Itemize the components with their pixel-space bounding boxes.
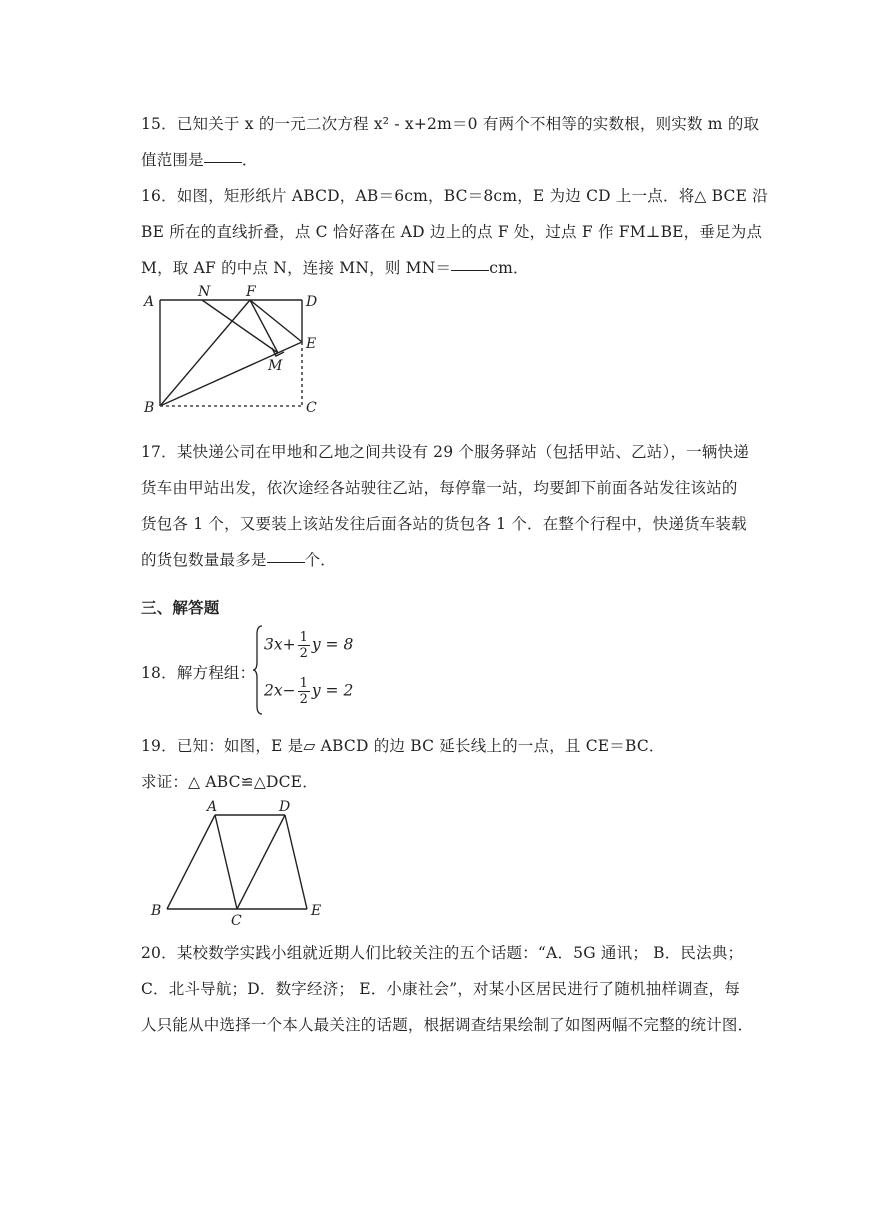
label-E: E (311, 903, 322, 919)
q16-line3 (141, 256, 529, 278)
q20-line2: C．北斗导航；D．数字经济； E．小康社会”，对某小区居民进行了随机抽样调查，每 (141, 980, 740, 998)
label-C: C (306, 400, 317, 416)
segment-BF (160, 300, 250, 406)
q19-line2: 求证：△ ABC≌△DCE． (141, 773, 318, 791)
q16-line2: BE 所在的直线折叠，点 C 恰好落在 AD 边上的点 F 处，过点 F 作 FM⊥BE，垂足为点 (141, 223, 763, 241)
q16-line3-text: M，取 AF 的中点 N，连接 MN，则 MN＝ (141, 259, 452, 277)
segment-AC (215, 815, 237, 909)
frac-num: 1 (299, 630, 308, 645)
label-D: D (279, 799, 291, 815)
frac-den: 2 (299, 692, 308, 707)
answer-blank (267, 561, 305, 563)
q16-line3-end: cm． (489, 259, 529, 277)
label-N: N (198, 284, 211, 300)
equation-system (252, 624, 392, 716)
label-M: M (268, 358, 283, 374)
section-heading: 三、解答题 (141, 598, 220, 617)
q17-line4-text: 的货包数量最多是 (141, 551, 267, 569)
frac-num: 1 (299, 676, 308, 691)
q20-line1: 20．某校数学实践小组就近期人们比较关注的五个话题：“A．5G 通讯； B．民法典； (141, 944, 744, 962)
eq1-left: 3x+ (264, 635, 296, 654)
q15-line2 (141, 148, 258, 170)
segment-FM (250, 300, 278, 353)
eq2-right: y = 2 (311, 681, 354, 700)
label-C: C (231, 913, 242, 929)
label-B: B (151, 903, 162, 919)
q17-line1: 17．某快递公司在甲地和乙地之间共设有 29 个服务驿站（包括甲站、乙站），一辆快递 (141, 443, 749, 461)
eq2-left: 2x− (264, 681, 296, 700)
q16-rectangle-figure (140, 280, 340, 420)
fraction (298, 676, 310, 707)
equation-1 (264, 630, 353, 661)
answer-blank (451, 269, 489, 271)
label-A: A (207, 799, 218, 815)
brace-icon (252, 624, 264, 716)
q17-line3: 货包各 1 个，又要装上该站发往后面各站的货包各 1 个．在整个行程中，快递货车装载 (141, 515, 747, 533)
q17-line2: 货车由甲站出发，依次途经各站驶往乙站，每停靠一站，均要卸下前面各站发往该站的 (141, 479, 738, 497)
label-E: E (306, 336, 317, 352)
fraction (298, 630, 310, 661)
label-A: A (144, 294, 155, 310)
q19-parallelogram-figure (145, 795, 345, 930)
q17-line4 (141, 548, 336, 570)
segment-FE (250, 300, 302, 342)
q17-line4-end: 个． (304, 551, 337, 569)
q20-line3: 人只能从中选择一个本人最关注的话题，根据调查结果绘制了如图两幅不完整的统计图． (141, 1016, 754, 1034)
side-AB (167, 815, 215, 909)
q18-label: 18．解方程组： (141, 664, 256, 682)
frac-den: 2 (299, 646, 308, 661)
label-F: F (246, 284, 256, 300)
segment-NM (202, 300, 278, 353)
answer-blank (204, 161, 242, 163)
segment-DE (285, 815, 307, 909)
label-D: D (306, 294, 318, 310)
q16-line1: 16．如图，矩形纸片 ABCD，AB＝6cm，BC＝8cm，E 为边 CD 上一点．将△ BCE 沿 (141, 187, 768, 205)
q19-line1: 19．已知：如图，E 是▱ ABCD 的边 BC 延长线上的一点，且 CE＝BC． (141, 737, 665, 755)
q15-line1: 15．已知关于 x 的一元二次方程 x² - x+2m＝0 有两个不相等的实数根，则实数 m 的取 (141, 115, 760, 133)
segment-BE (160, 342, 302, 406)
label-B: B (144, 400, 155, 416)
eq1-right: y = 8 (311, 635, 354, 654)
side-DC (237, 815, 285, 909)
q15-line2-end: ． (241, 151, 258, 169)
q15-line2-text: 值范围是 (141, 151, 204, 169)
equation-2 (264, 676, 353, 707)
